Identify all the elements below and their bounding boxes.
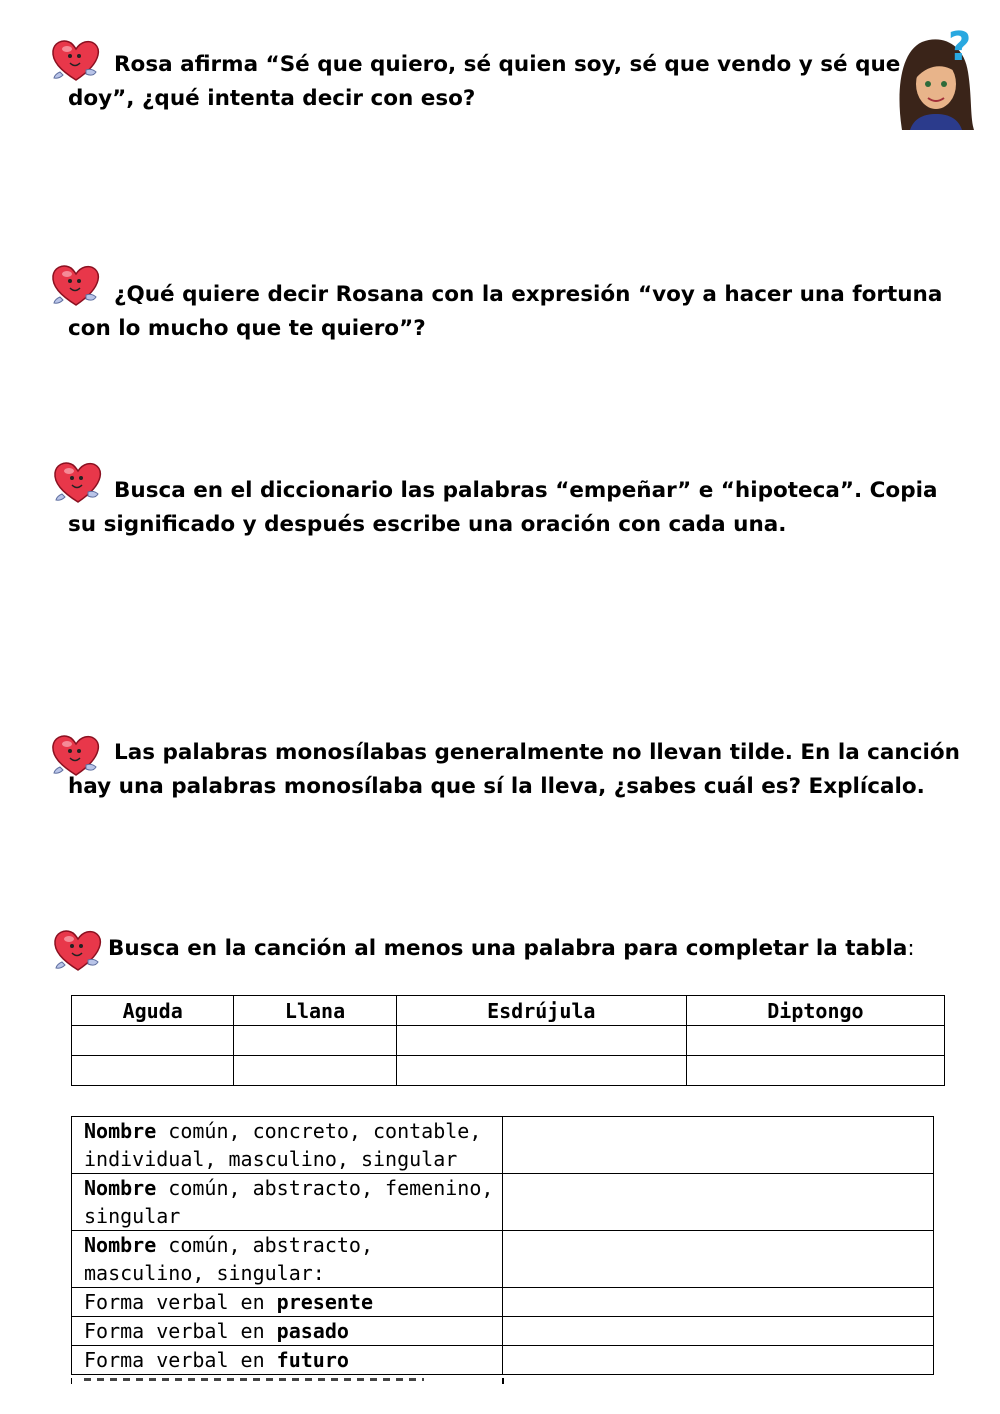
answer-cell[interactable] <box>503 1317 934 1346</box>
row-label: Forma verbal en futuro <box>72 1346 503 1375</box>
question-2: ¿Qué quiere decir Rosana con la expresión “voy a hacer una fortuna con lo mucho que te quiero”? <box>68 282 943 341</box>
answer-cell[interactable] <box>72 1056 234 1086</box>
header-esdrujula: Esdrújula <box>396 996 686 1026</box>
header-aguda: Aguda <box>72 996 234 1026</box>
answer-cell[interactable] <box>503 1117 934 1174</box>
row-label: Nombre común, abstracto, masculino, singular: <box>72 1231 503 1288</box>
question-1: Rosa afirma “Sé que quiero, sé quien soy, sé que vendo y sé que doy”, ¿qué intenta decir con eso? <box>68 52 901 111</box>
svg-text:?: ? <box>948 24 972 70</box>
row-label: Forma verbal en pasado <box>72 1317 503 1346</box>
answer-cell[interactable] <box>234 1026 396 1056</box>
table-row <box>72 1174 934 1231</box>
row-label: Forma verbal en presente <box>72 1288 503 1317</box>
answer-cell[interactable] <box>503 1346 934 1375</box>
header-diptongo: Diptongo <box>686 996 944 1026</box>
question-4: Las palabras monosílabas generalmente no llevan tilde. En la canción hay una palabras monosílaba que sí la lleva, ¿sabes cuál es? Explícalo. <box>68 740 960 799</box>
row-label: Nombre común, abstracto, femenino, singular <box>72 1174 503 1231</box>
table-header-row <box>72 996 945 1026</box>
answer-cell[interactable] <box>503 1288 934 1317</box>
answer-cell[interactable] <box>396 1056 686 1086</box>
question-5: Busca en la canción al menos una palabra para completar la tabla: <box>108 936 915 961</box>
table-row <box>72 1317 934 1346</box>
heart-character-icon <box>52 928 104 974</box>
answer-cell[interactable] <box>396 1026 686 1056</box>
row-label: Nombre común, concreto, contable, individual, masculino, singular <box>72 1117 503 1174</box>
table-row <box>72 1117 934 1174</box>
answer-cell[interactable] <box>503 1174 934 1231</box>
question-3: Busca en el diccionario las palabras “empeñar” e “hipoteca”. Copia su significado y después escribe una oración con cada una. <box>68 478 938 537</box>
table-row <box>72 1288 934 1317</box>
answer-cell[interactable] <box>503 1231 934 1288</box>
answer-cell[interactable] <box>72 1026 234 1056</box>
table-row <box>72 1056 945 1086</box>
answer-cell[interactable] <box>686 1056 944 1086</box>
answer-cell[interactable] <box>234 1056 396 1086</box>
table-row <box>72 1231 934 1288</box>
table-row <box>72 1346 934 1375</box>
answer-cell[interactable] <box>686 1026 944 1056</box>
header-llana: Llana <box>234 996 396 1026</box>
grammar-table <box>71 1116 934 1375</box>
word-type-table <box>71 995 945 1086</box>
cropped-table-row <box>71 1378 935 1384</box>
table-row <box>72 1026 945 1056</box>
